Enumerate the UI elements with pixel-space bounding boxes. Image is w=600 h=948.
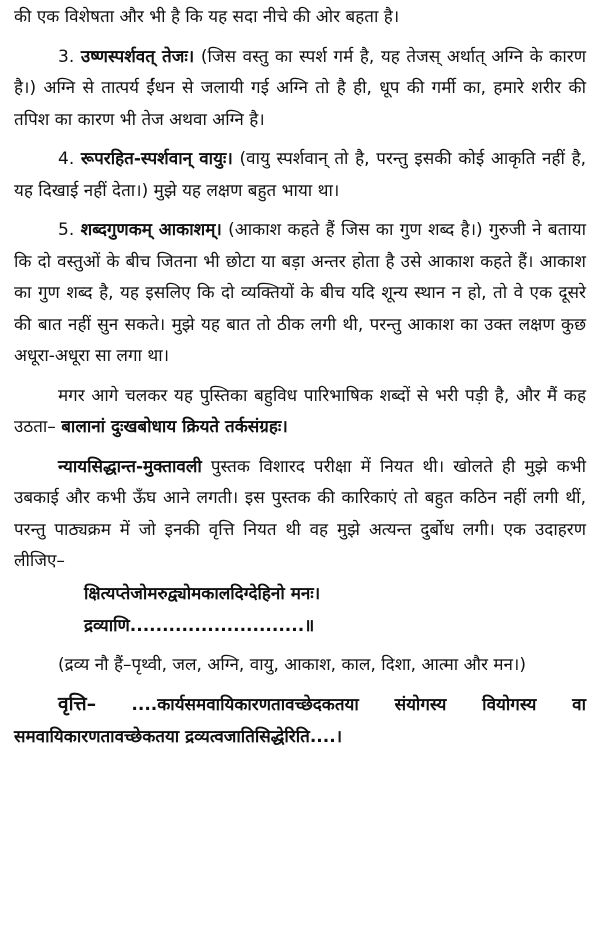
explanation-vayu: (वायु स्पर्शवान् तो है, परन्तु इसकी कोई आकृति नहीं है, यह दिखाई नहीं देता।) मुझे यह लक्षण बहुत भाया था। <box>14 149 587 201</box>
paragraph-text: पुस्तक विशारद परीक्षा में नियत थी। खोलते ही मुझे कभी उबकाई और कभी ऊँघ आने लगती। इस पुस्तक की कारिकाएं तो बहुत कठिन नहीं लगी थीं, परन्तु पाठ्यक्रम में जो इनकी वृत्ति नियत थी वह मुझे अत्यन्त दुर्बोध लगी। एक उदाहरण लीजिए– <box>14 456 586 571</box>
verse-line-1: क्षित्यप्तेजोमरुद्व्योमकालदिग्देहिनो मनः। <box>84 583 321 604</box>
quote-tarkasangraha: बालानां दुःखबोधाय क्रियते तर्कसंग्रहः। <box>61 417 288 437</box>
paragraph-dravya: (द्रव्य नौ हैं–पृथ्वी, जल, अग्नि, वायु, आकाश, काल, दिशा, आत्मा और मन।) <box>58 654 527 675</box>
paragraph-tarkasangraha <box>14 381 586 444</box>
verse-line-2: द्रव्याणि...........................॥ <box>84 615 315 636</box>
definition-akasha: शब्दगुणकम् आकाशम्। <box>80 220 222 240</box>
paragraph-vayu <box>14 144 586 207</box>
definition-tejas: उष्णस्पर्शवत् तेजः। <box>80 46 195 67</box>
item-number: 4. <box>58 149 75 169</box>
definition-vayu: रूपरहित-स्पर्शवान् वायुः। <box>80 149 233 169</box>
book-title-muktavali: न्यायसिद्धान्त-मुक्तावली <box>58 456 202 477</box>
paragraph-akasha <box>14 215 586 373</box>
explanation-akasha: (आकाश कहते हैं जिस का गुण शब्द है।) गुरुजी ने बताया कि दो वस्तुओं के बीच जितना भी छोटा या बड़ा अन्तर होता है उसे आकाश कहते हैं। आकाश का गुण शब्द है, यह इसलिए कि दो व्यक्तियों के बीच यदि शून्य स्थान न हो, तो वे एक दूसरे की बात नहीं सुन सकते। मुझे यह बात तो ठीक लगी थी, परन्तु आकाश का उक्त लक्षण कुछ अधूरा-अधूरा सा लगा था। <box>14 220 586 366</box>
item-number: 5. <box>58 220 75 240</box>
explanation-tejas: (जिस वस्तु का स्पर्श गर्म है, यह तेजस् अर्थात् अग्नि के कारण है।) अग्नि से तात्पर्य ईंधन से जलायी गई अग्नि तो है ही, धूप की गर्मी का, हमारे शरीर की तपिश का कारण भी तेज अथवा अग्नि है। <box>14 46 586 130</box>
item-number: 3. <box>58 46 75 67</box>
vritti-heading: वृत्ति– <box>58 693 97 715</box>
vritti-text: ....कार्यसमवायिकारणतावच्छेदकतया संयोगस्य वियोगस्य वा समवायिकारणतावच्छेकतया द्रव्यत्वजातिसिद्धेरिति....। <box>14 695 586 747</box>
paragraph-muktavali <box>14 452 586 578</box>
paragraph-vritti <box>14 689 586 753</box>
paragraph-text: मगर आगे चलकर यह पुस्तिका बहुविध पारिभाषिक शब्दों से भरी पड़ी है, और मैं कह उठता– <box>14 385 586 437</box>
paragraph-tejas <box>14 42 586 137</box>
paragraph-continuation: की एक विशेषता और भी है कि यह सदा नीचे की ओर बहता है। <box>14 7 400 27</box>
